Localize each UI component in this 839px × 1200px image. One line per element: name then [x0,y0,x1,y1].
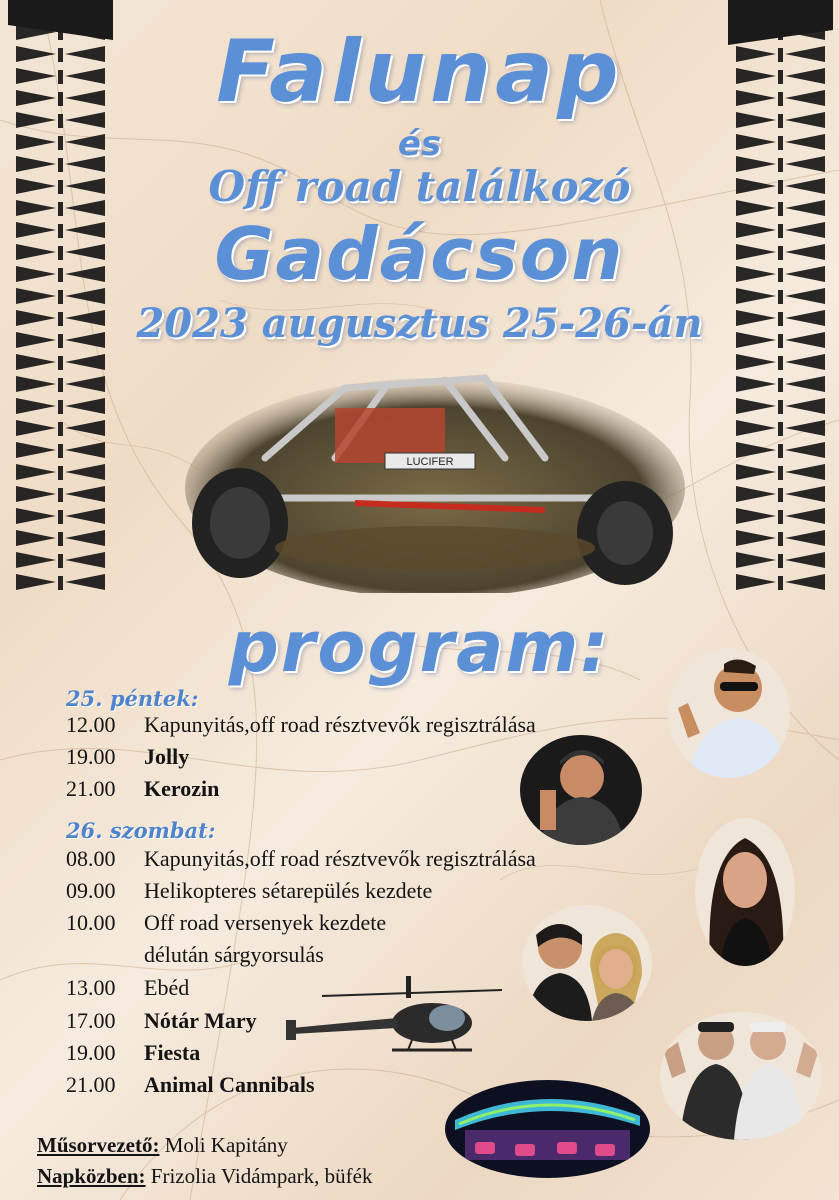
performer-photo-kerozin [520,735,642,845]
program-heading: program: [228,606,611,688]
program-event: Kapunyitás,off road résztvevők regisztrálása [144,712,536,737]
footer-daytime [37,1164,373,1189]
program-time: 10.00 [66,910,116,935]
event-date: 2023 augusztus 25-26-án [136,300,703,347]
program-row [66,975,189,1001]
program-event: Kerozin [144,776,220,801]
title-es: és [397,124,442,164]
program-time: 21.00 [66,1072,116,1097]
program-event: Ebéd [144,975,190,1000]
host-label: Műsorvezető: [37,1133,160,1157]
program-time: 21.00 [66,776,116,801]
performer-photo-animal-cannibals [660,1012,822,1140]
day-label-friday: 25. péntek: [66,686,199,711]
title-location: Gadácson [214,212,625,296]
program-event: Off road versenyek kezdete [144,910,387,935]
helicopter-illustration [282,968,504,1063]
program-event: Helikopteres sétarepülés kezdete [144,878,433,903]
program-time: 17.00 [66,1008,116,1033]
program-time: 13.00 [66,975,116,1000]
program-row [66,1008,257,1034]
day-label-saturday: 26. szombat: [66,818,216,843]
wheel-front-right [577,481,673,585]
program-event: Kapunyitás,off road résztvevők regisztrálása [144,846,536,871]
program-row [66,1040,200,1066]
title-falunap: Falunap [216,22,623,122]
performer-photo-notar-mary [695,818,795,966]
program-row [66,744,189,770]
program-time: 19.00 [66,1040,116,1065]
program-row [66,878,432,904]
program-event: Fiesta [144,1040,201,1065]
program-row [66,776,219,802]
amusement-park-photo [445,1080,650,1178]
offroad-buggy-photo [185,348,685,593]
program-event: Nótár Mary [144,1008,257,1033]
host-value: Moli Kapitány [164,1133,288,1157]
performer-photo-fiesta [522,905,652,1021]
program-row [66,1072,315,1098]
program-row [66,910,386,936]
daytime-value: Frizolia Vidámpark, büfék [150,1164,373,1188]
program-event-continuation: délután sárgyorsulás [144,942,324,967]
program-event: Jolly [144,744,190,769]
footer-host [37,1133,288,1158]
program-row [66,712,536,738]
performer-photo-jolly [668,648,790,778]
license-plate: LUCIFER [406,456,454,468]
wheel-front-left [192,468,288,578]
program-time: 08.00 [66,846,116,871]
program-time: 09.00 [66,878,116,903]
daytime-label: Napközben: [37,1164,146,1188]
program-time: 19.00 [66,744,116,769]
title-offroad: Off road találkozó [208,162,631,211]
program-event: Animal Cannibals [144,1072,315,1097]
program-row [66,846,536,872]
program-time: 12.00 [66,712,116,737]
